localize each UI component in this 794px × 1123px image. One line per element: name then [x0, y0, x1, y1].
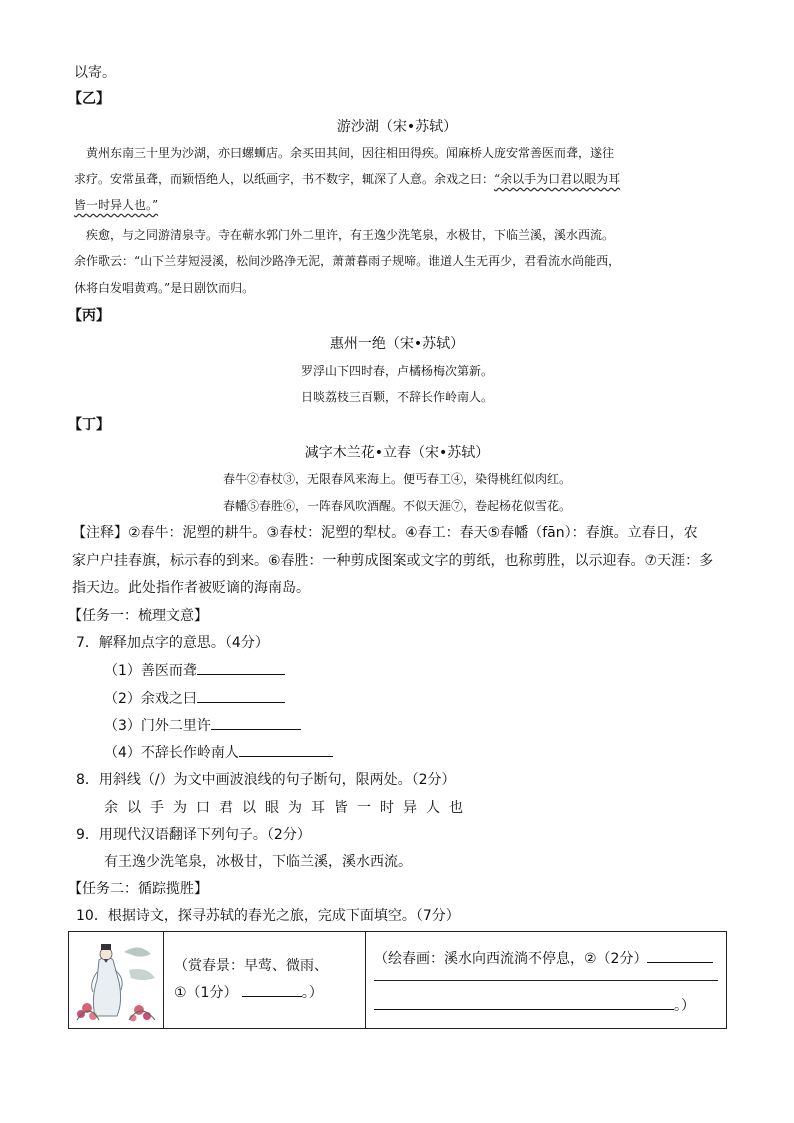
spring-scene-cell [164, 932, 366, 1029]
prose-line: 余作歌云：“山下兰芽短浸溪，松间沙路净无泥，萧萧暮雨子规啼。谁道人生无再少，君看流水尚能西， [74, 254, 621, 268]
poem-title-ding: 减字木兰花•立春（宋•苏轼） [304, 445, 490, 461]
annotation-line: 【注释】②春牛：泥塑的耕牛。③春杖：泥塑的犁杖。④春工：春天⑤春幡（fān）：春旗。立春日，农 [72, 525, 698, 541]
answer-blank[interactable] [374, 1008, 674, 1010]
task-heading: 【任务一：梳理文意】 [68, 608, 208, 624]
answer-blank[interactable] [197, 701, 285, 703]
question-9: 9．用现代汉语翻译下列句子。（2分） [76, 827, 311, 843]
closing-punct: 。） [674, 998, 695, 1014]
spring-painting-cell [366, 932, 727, 1029]
task-heading: 【任务二：循踪揽胜】 [68, 881, 208, 897]
prose-line: 休将白发唱黄鸡。”是日剧饮而归。 [74, 281, 255, 295]
poem-line: 罗浮山下四时春，卢橘杨梅次第新。 [300, 364, 493, 378]
spring-scene-prompt: （赏春景：早莺、微雨、 [174, 958, 328, 974]
prose-segment: 求疗。安常虽聋，而颖悟绝人，以纸画字，书不数字，辄深了人意。余戏之曰： [74, 172, 495, 186]
q7-item [104, 742, 333, 762]
portrait-cell [69, 932, 164, 1029]
q7-item [104, 688, 285, 708]
closing-punct: 。） [301, 985, 323, 1001]
poem-title-yi: 游沙湖（宋•苏轼） [336, 119, 458, 135]
answer-blank[interactable] [242, 995, 302, 997]
poem-title-bing: 惠州一绝（宋•苏轼） [329, 336, 465, 352]
spring-painting-row [374, 947, 718, 971]
q7-item-label: （2）余戏之曰 [104, 691, 197, 707]
section-label-yi: 【乙】 [68, 91, 110, 107]
annotation-line: 指天边。此处指作者被贬谪的海南岛。 [72, 580, 310, 596]
poem-line: 日啖荔枝三百颗，不辞长作岭南人。 [300, 390, 493, 404]
continuation-text: 以寄。 [74, 65, 116, 81]
q7-item-label: （1）善医而聋 [104, 663, 197, 679]
section-label-bing: 【丙】 [68, 308, 110, 324]
question-10: 10．根据诗文，探寻苏轼的春光之旅，完成下面填空。（7分） [76, 908, 460, 924]
answer-blank[interactable] [197, 673, 285, 675]
prose-line: 疾愈，与之同游清泉寺。寺在蕲水郭门外二里许，有王逸少洗笔泉，水极甘，下临兰溪，溪水西流。 [86, 228, 615, 242]
blank-label: ①（1分） [174, 985, 238, 1001]
q7-item-label: （3）门外二里许 [104, 718, 211, 734]
q7-item [104, 715, 301, 735]
answer-blank[interactable] [239, 755, 333, 757]
prose-line [74, 196, 158, 213]
annotation-line: 家户户挂春旗，标示春的到来。⑥春胜：一种剪成图案或文字的剪纸，也称剪胜，以示迎春。⑦天涯：多 [72, 553, 714, 569]
q9-sentence: 有王逸少洗笔泉，冰极甘，下临兰溪，溪水西流。 [104, 854, 412, 870]
q7-item-label: （4）不辞长作岭南人 [104, 745, 239, 761]
answer-blank[interactable] [211, 728, 301, 730]
spring-scene-blank-row [174, 980, 365, 1007]
answer-line[interactable] [374, 979, 718, 981]
question-7: 7．解释加点字的意思。（4分） [76, 635, 269, 651]
question-8: 8．用斜线（/）为文中画波浪线的句子断句，限两处。（2分） [76, 772, 456, 788]
poem-line: 春幡⑤春胜⑥，一阵春风吹酒醒。不似天涯⑦，卷起杨花似雪花。 [222, 499, 571, 513]
poem-line: 春牛②春杖③，无限春风来海上。便丐春工④，染得桃红似肉红。 [222, 472, 571, 486]
prose-line: 黄州东南三十里为沙湖，亦曰螺蛳店。余买田其间，因往相田得疾。闻麻桥人庞安常善医而聋，遂往 [86, 146, 615, 160]
section-label-ding: 【丁】 [68, 417, 110, 433]
q8-sentence: 余以手为口君以眼为耳皆一时异人也 [104, 800, 472, 816]
q7-item [104, 660, 285, 680]
su-shi-portrait-icon [69, 932, 163, 1024]
spring-painting-prompt: （绘春画：溪水向西流淌不停息，②（2分） [374, 951, 648, 967]
spring-painting-end-row [374, 999, 718, 1013]
wavy-sentence: 皆一时异人也。” [74, 198, 159, 212]
wavy-sentence: “余以手为口君以眼为耳 [494, 172, 621, 186]
prose-line [74, 170, 620, 187]
answer-blank[interactable] [647, 961, 713, 963]
answer-table [68, 931, 727, 1029]
